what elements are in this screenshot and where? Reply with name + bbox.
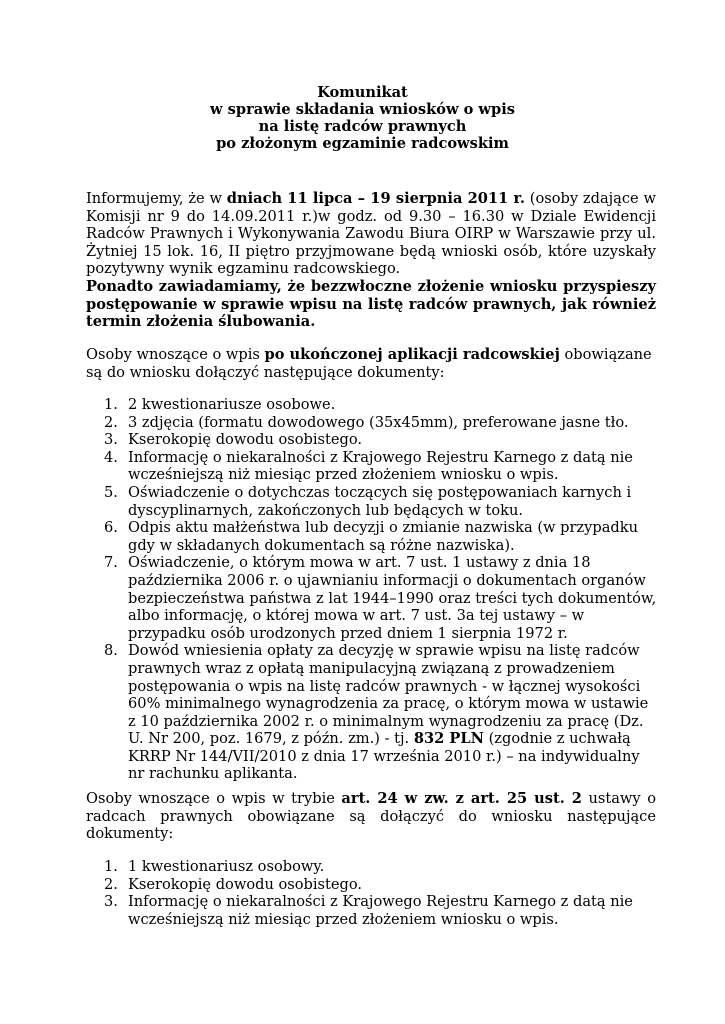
list-item-text: 3 zdjęcia (formatu dowodowego (35x45mm), preferowane jasne tło. xyxy=(128,413,629,431)
list-item xyxy=(104,414,660,432)
section1-document-list xyxy=(104,396,660,783)
list-item-number: 6. xyxy=(104,519,118,537)
section2-document-list xyxy=(104,858,660,928)
list-item xyxy=(104,642,660,783)
list-item xyxy=(104,858,660,876)
list-item-text: 1 kwestionariusz osobowy. xyxy=(128,858,325,875)
list-item xyxy=(104,554,660,642)
list-item-text: Oświadczenie o dotychczas toczących się postępowaniach karnych i dyscyplinarnych, zakończonych lub będących w toku. xyxy=(128,483,632,519)
section1-text-2: obowiązane są do wniosku dołączyć następujące dokumenty: xyxy=(86,346,652,381)
section2-bold: art. 24 w zw. z art. 25 ust. 2 xyxy=(341,790,582,807)
list-item xyxy=(104,893,660,928)
list-item-number: 1. xyxy=(104,858,118,875)
list-item xyxy=(104,876,660,894)
list-item-number: 4. xyxy=(104,448,118,466)
list-item-number: 2. xyxy=(104,413,118,431)
list-item-text: Informację o niekaralności z Krajowego Rejestru Karnego z datą nie wcześniejszą niż miesiąc przed złożeniem wniosku o wpis. xyxy=(128,448,633,484)
title-line-3: na listę radców prawnych xyxy=(258,118,467,135)
section2-intro xyxy=(86,790,656,843)
intro-paragraph xyxy=(86,190,656,331)
list-item xyxy=(104,449,660,484)
list-item-text: Kserokopię dowodu osobistego. xyxy=(128,875,363,893)
list-item xyxy=(104,431,660,449)
list-item-number: 3. xyxy=(104,893,118,911)
list-item-text: Dowód wniesienia opłaty za decyzję w sprawie wpisu na listę radców prawnych wraz z opłatą manipulacyjną związaną z prowadzeniem postępowania o wpis na listę radców prawnych - w łącznej wysokości 60% minimalnego wynagrodzenia za pracę, o którym mowa w ustawie z 10 października 2002 r. o minimalnym wynagrodzeniu za pracę (Dz. U. Nr 200, poz. 1679, z późn. zm.) - tj. xyxy=(128,642,649,748)
list-item-number: 2. xyxy=(104,875,118,893)
title-line-4: po złożonym egzaminie radcowskim xyxy=(216,135,509,152)
document-title xyxy=(0,84,725,152)
section2-text-1: Osoby wnoszące o wpis w trybie xyxy=(86,790,342,807)
list-item xyxy=(104,484,660,519)
list-item-text: 2 kwestionariusze osobowe. xyxy=(128,396,336,413)
list-item-text: Oświadczenie, o którym mowa w art. 7 ust. 1 ustawy z dnia 18 października 2006 r. o ujawnianiu informacji o dokumentach organów bezpieczeństwa państwa z lat 1944–1990 oraz treści tych dokumentów, albo informację, o której mowa w art. 7 ust. 3a tej ustawy – w przypadku osób urodzonych przed dniem 1 sierpnia 1972 r. xyxy=(128,554,657,642)
list-item-number: 1. xyxy=(104,396,118,413)
list-item-number: 7. xyxy=(104,554,118,572)
list-item xyxy=(104,519,660,554)
section2-text-2: ustawy o radcach prawnych obowiązane są dołączyć do wniosku następujące dokumenty: xyxy=(86,790,656,843)
title-line-1: Komunikat xyxy=(317,84,408,101)
list-item-text-2: (zgodnie z uchwałą KRRP Nr 144/VII/2010 z dnia 17 września 2010 r.) – na indywidualny nr rachunku aplikanta. xyxy=(128,730,640,783)
section1-text-1: Osoby wnoszące o wpis xyxy=(86,346,265,363)
list-item-text: Kserokopię dowodu osobistego. xyxy=(128,431,363,449)
intro-text-2: (osoby zdające w Komisji nr 9 do 14.09.2011 r.)w godz. od 9.30 – 16.30 w Dziale Ewidencji Radców Prawnych i Wykonywania Zawodu Biura OIRP w Warszawie przy ul. Żytniej 15 lok. 16, II piętro przyjmowane będą wnioski osób, które uzyskały pozytywny wynik egzaminu radcowskiego. xyxy=(86,190,656,278)
list-item xyxy=(104,396,660,414)
title-line-2: w sprawie składania wniosków o wpis xyxy=(210,101,515,118)
list-item-text: Informację o niekaralności z Krajowego Rejestru Karnego z datą nie wcześniejszą niż miesiąc przed złożeniem wniosku o wpis. xyxy=(128,893,633,928)
intro-notice: Ponadto zawiadamiamy, że bezzwłoczne złożenie wniosku przyspieszy postępowanie w sprawie wpisu na listę radców prawnych, jak również termin złożenia ślubowania. xyxy=(86,277,656,331)
intro-dates: dniach 11 lipca – 19 sierpnia 2011 r. xyxy=(226,190,525,207)
intro-text-1: Informujemy, że w xyxy=(86,190,227,207)
list-item-number: 3. xyxy=(104,431,118,449)
section1-bold: po ukończonej aplikacji radcowskiej xyxy=(264,346,560,363)
list-item-text: Odpis aktu małżeństwa lub decyzji o zmianie nazwiska (w przypadku gdy w składanych dokumentach są różne nazwiska). xyxy=(128,519,639,554)
list-item-number: 8. xyxy=(104,642,118,660)
list-item-number: 5. xyxy=(104,483,118,501)
section1-intro xyxy=(86,346,656,381)
fee-amount: 832 PLN xyxy=(413,730,484,748)
